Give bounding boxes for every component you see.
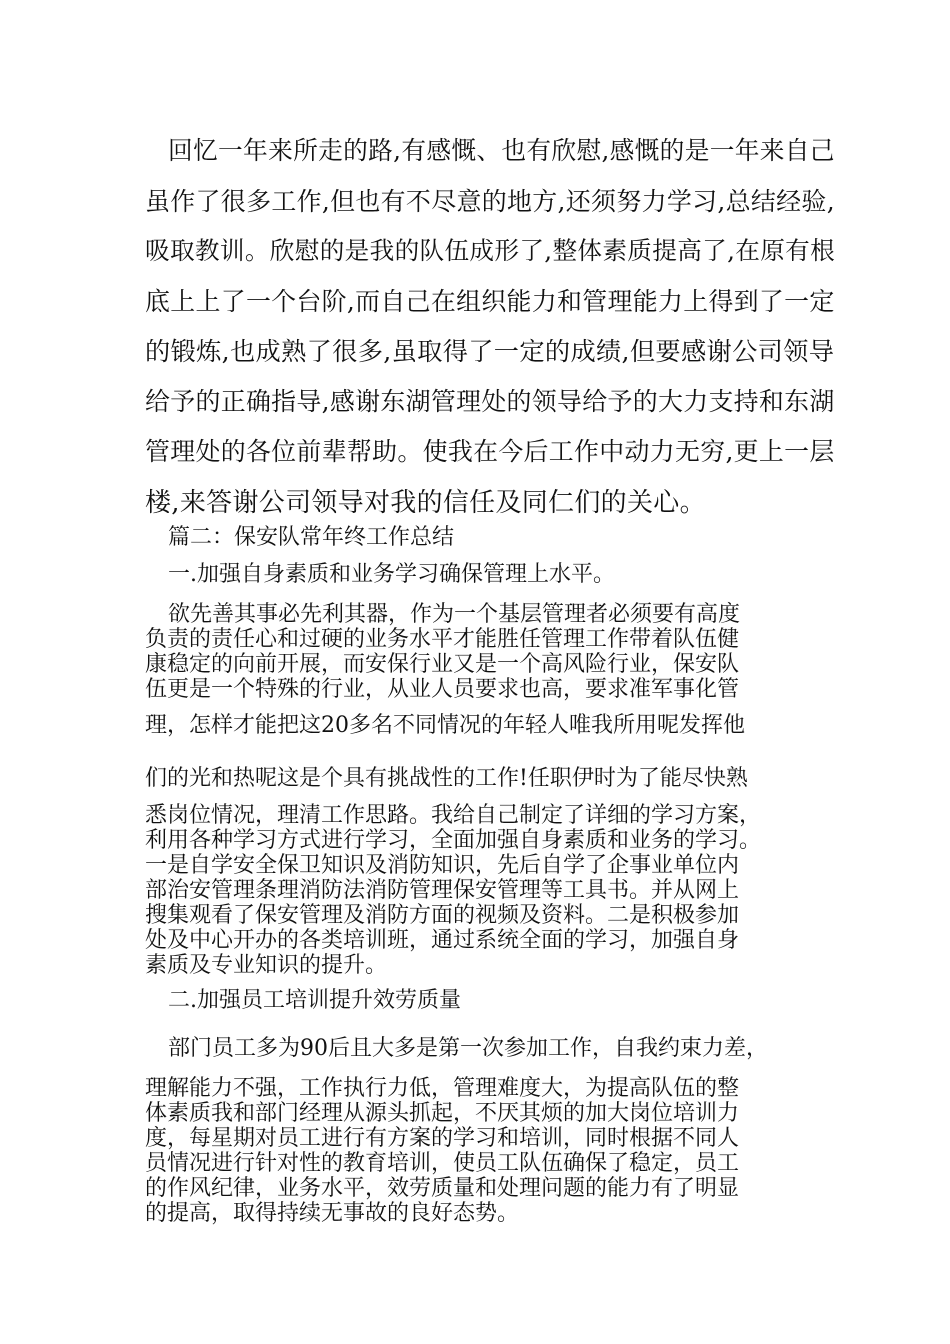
paragraph-line: 部治安管理条理消防法消防管理保安管理等工具书。并从网上	[145, 878, 740, 903]
paragraph-line: 素质及专业知识的提升。	[145, 953, 388, 978]
paragraph-line: 搜集观看了保安管理及消防方面的视频及资料。二是积极参加	[145, 903, 740, 928]
paragraph-line: 度，每星期对员工进行有方案的学习和培训，同时根据不同人	[145, 1126, 740, 1151]
paragraph-line: 欲先善其事必先利其器，作为一个基层管理者必须要有高度	[168, 602, 741, 627]
section-heading: 一.加强自身素质和业务学习确保管理上水平。	[168, 562, 615, 587]
paragraph-line: 底上上了一个台阶,而自己在组织能力和管理能力上得到了一定	[145, 287, 835, 316]
paragraph-line: 处及中心开办的各类培训班，通过系统全面的学习，加强自身	[145, 928, 740, 953]
paragraph-line: 的作风纪律，业务水平，效劳质量和处理问题的能力有了明显	[145, 1176, 740, 1201]
paragraph-line: 楼,来答谢公司领导对我的信任及同仁们的关心。	[145, 488, 706, 518]
paragraph-line: 负责的责任心和过硬的业务水平才能胜任管理工作带着队伍健	[145, 627, 740, 652]
paragraph-line: 一是自学安全保卫知识及消防知识，先后自学了企事业单位内	[145, 853, 740, 878]
paragraph-line: 虽作了很多工作,但也有不尽意的地方,还须努力学习,总结经验,	[145, 187, 835, 216]
paragraph-line: 理，怎样才能把这20多名不同情况的年轻人唯我所用呢发挥他	[145, 713, 745, 738]
paragraph-line: 悉岗位情况，理清工作思路。我给自己制定了详细的学习方案，	[145, 803, 762, 828]
paragraph-line: 利用各种学习方式进行学习，全面加强自身素质和业务的学习。	[145, 828, 762, 853]
paragraph-line: 吸取教训。欣慰的是我的队伍成形了,整体素质提高了,在原有根	[145, 236, 836, 265]
article-title: 篇二：保安队常年终工作总结	[168, 525, 455, 550]
paragraph-line: 体素质我和部门经理从源头抓起，不厌其烦的加大岗位培训力	[145, 1101, 740, 1126]
paragraph-line: 回忆一年来所走的路,有感慨、也有欣慰,感慨的是一年来自己	[168, 136, 835, 165]
paragraph-line: 康稳定的向前开展，而安保行业又是一个高风险行业，保安队	[145, 652, 740, 677]
paragraph-line: 管理处的各位前辈帮助。使我在今后工作中动力无穷,更上一层	[145, 437, 835, 466]
section-heading: 二.加强员工培训提升效劳质量	[168, 988, 461, 1013]
paragraph-line: 伍更是一个特殊的行业，从业人员要求也高，要求准军事化管	[145, 677, 740, 702]
paragraph-line: 们的光和热呢这是个具有挑战性的工作!任职伊时为了能尽快熟	[145, 766, 748, 791]
paragraph-line: 的提高，取得持续无事故的良好态势。	[145, 1201, 520, 1226]
paragraph-line: 给予的正确指导,感谢东湖管理处的领导给予的大力支持和东湖	[145, 387, 835, 416]
paragraph-line: 员情况进行针对性的教育培训，使员工队伍确保了稳定，员工	[145, 1151, 740, 1176]
paragraph-line: 部门员工多为90后且大多是第一次参加工作，自我约束力差，	[168, 1036, 768, 1061]
paragraph-line: 理解能力不强，工作执行力低，管理难度大，为提高队伍的整	[145, 1076, 740, 1101]
paragraph-line: 的锻炼,也成熟了很多,虽取得了一定的成绩,但要感谢公司领导	[145, 337, 835, 366]
